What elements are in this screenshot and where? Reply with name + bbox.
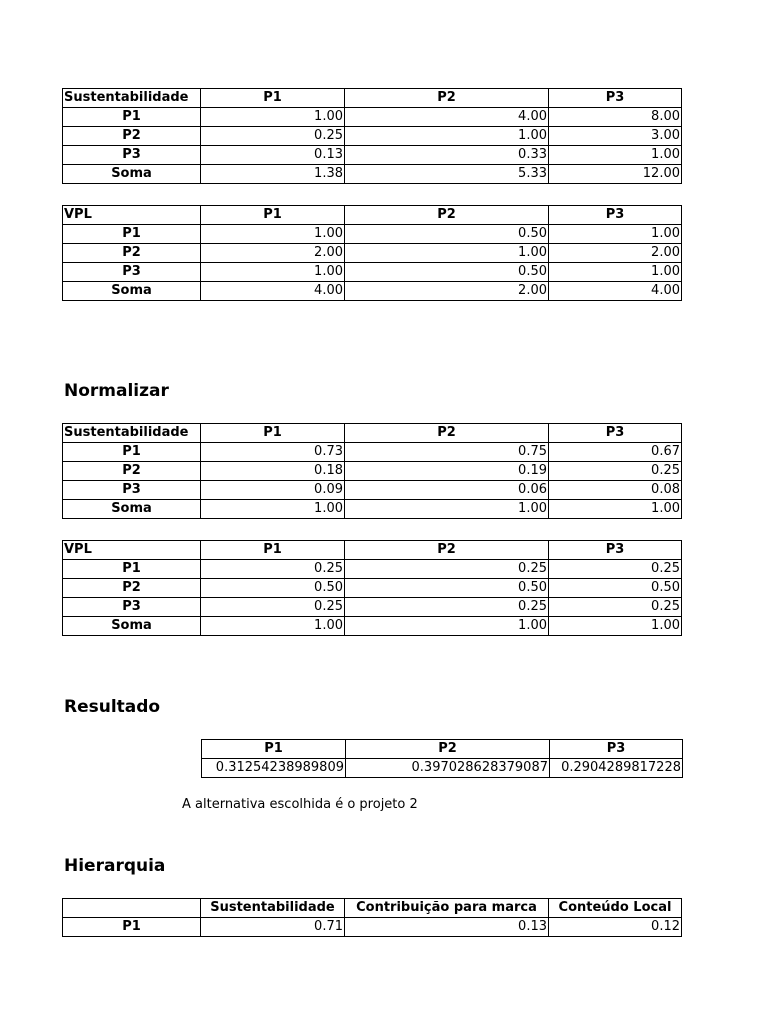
row-label: P2 — [63, 579, 201, 598]
table-cell: 8.00 — [549, 108, 682, 127]
row-label: Soma — [63, 500, 201, 519]
column-header: P3 — [549, 206, 682, 225]
column-header: Contribuição para marca — [345, 899, 549, 918]
table-row — [63, 127, 682, 146]
column-header: P2 — [345, 89, 549, 108]
table-cell: 0.25 — [549, 598, 682, 617]
table-cell: 1.00 — [345, 500, 549, 519]
row-label: P3 — [63, 598, 201, 617]
table-cell: 1.00 — [201, 617, 345, 636]
table-cell: 1.00 — [549, 225, 682, 244]
column-header: P3 — [549, 424, 682, 443]
table-cell: 1.00 — [345, 244, 549, 263]
table-cell: 0.50 — [345, 579, 549, 598]
table-row — [63, 244, 682, 263]
table-row — [63, 462, 682, 481]
table-corner-label: Sustentabilidade — [63, 89, 201, 108]
row-label: P3 — [63, 263, 201, 282]
table-row — [63, 146, 682, 165]
table-cell: 0.13 — [201, 146, 345, 165]
table-cell: 1.00 — [201, 263, 345, 282]
table-cell: 0.50 — [345, 263, 549, 282]
table-row — [202, 759, 683, 778]
table-row — [63, 225, 682, 244]
table-cell: 0.25 — [345, 560, 549, 579]
result-value-p2: 0.397028628379087 — [346, 759, 550, 778]
table-row — [63, 443, 682, 462]
table-row — [63, 165, 682, 184]
table-cell: 12.00 — [549, 165, 682, 184]
table-header-row — [63, 541, 682, 560]
normalized-sustentabilidade-table — [62, 423, 682, 519]
row-label: P3 — [63, 481, 201, 500]
row-label: P1 — [63, 225, 201, 244]
table-cell: 1.38 — [201, 165, 345, 184]
row-label: P1 — [63, 108, 201, 127]
table-cell: 4.00 — [549, 282, 682, 301]
table-row — [63, 560, 682, 579]
table-cell: 1.00 — [549, 617, 682, 636]
sustentabilidade-table — [62, 88, 682, 184]
table-cell: 3.00 — [549, 127, 682, 146]
table-cell: 4.00 — [345, 108, 549, 127]
table-cell: 0.25 — [549, 462, 682, 481]
normalized-vpl-table — [62, 540, 682, 636]
table-cell: 0.13 — [345, 918, 549, 937]
table-header-row — [202, 740, 683, 759]
table-corner-label: VPL — [63, 541, 201, 560]
table-cell: 0.19 — [345, 462, 549, 481]
table-header-row — [63, 89, 682, 108]
column-header: Sustentabilidade — [201, 899, 345, 918]
table-cell: 0.25 — [201, 127, 345, 146]
row-label: P3 — [63, 146, 201, 165]
table-header-row — [63, 206, 682, 225]
table-cell: 1.00 — [201, 225, 345, 244]
table-cell: 0.50 — [549, 579, 682, 598]
table-cell: 0.73 — [201, 443, 345, 462]
table-cell: 0.50 — [345, 225, 549, 244]
hierarquia-table — [62, 898, 682, 937]
row-label: P2 — [63, 244, 201, 263]
table-cell: 1.00 — [549, 146, 682, 165]
table-row — [63, 617, 682, 636]
table-row — [63, 108, 682, 127]
table-cell: 1.00 — [549, 263, 682, 282]
table-cell: 0.09 — [201, 481, 345, 500]
table-cell: 5.33 — [345, 165, 549, 184]
row-label: P2 — [63, 127, 201, 146]
table-corner-label: VPL — [63, 206, 201, 225]
table-cell: 0.08 — [549, 481, 682, 500]
table-cell: 0.33 — [345, 146, 549, 165]
table-cell: 0.18 — [201, 462, 345, 481]
column-header: P2 — [346, 740, 550, 759]
column-header: P2 — [345, 424, 549, 443]
table-cell: 0.25 — [201, 560, 345, 579]
table-row — [63, 282, 682, 301]
column-header: P1 — [202, 740, 346, 759]
row-label: P1 — [63, 918, 201, 937]
table-row — [63, 263, 682, 282]
row-label: Soma — [63, 617, 201, 636]
table-cell: 2.00 — [345, 282, 549, 301]
hierarquia-heading: Hierarquia — [64, 856, 166, 876]
table-row — [63, 598, 682, 617]
row-label: P1 — [63, 560, 201, 579]
table-row — [63, 481, 682, 500]
table-cell: 1.00 — [201, 108, 345, 127]
table-header-row — [63, 424, 682, 443]
table-cell: 0.25 — [201, 598, 345, 617]
row-label: P2 — [63, 462, 201, 481]
table-cell: 0.25 — [345, 598, 549, 617]
column-header: P2 — [345, 541, 549, 560]
table-cell: 4.00 — [201, 282, 345, 301]
table-corner-label: Sustentabilidade — [63, 424, 201, 443]
row-label: Soma — [63, 282, 201, 301]
table-corner-empty — [63, 899, 201, 918]
row-label: P1 — [63, 443, 201, 462]
column-header: P1 — [201, 424, 345, 443]
table-cell: 0.12 — [549, 918, 682, 937]
table-cell: 0.67 — [549, 443, 682, 462]
column-header: P2 — [345, 206, 549, 225]
column-header: P3 — [550, 740, 683, 759]
column-header: P1 — [201, 206, 345, 225]
column-header: Conteúdo Local — [549, 899, 682, 918]
column-header: P3 — [549, 89, 682, 108]
table-cell: 1.00 — [345, 127, 549, 146]
table-cell: 1.00 — [345, 617, 549, 636]
row-label: Soma — [63, 165, 201, 184]
vpl-table — [62, 205, 682, 301]
result-sentence: A alternativa escolhida é o projeto 2 — [182, 797, 418, 812]
table-row — [63, 579, 682, 598]
result-value-p1: 0.31254238989809 — [202, 759, 346, 778]
table-cell: 2.00 — [549, 244, 682, 263]
resultado-heading: Resultado — [64, 697, 161, 717]
table-cell: 1.00 — [549, 500, 682, 519]
table-row — [63, 500, 682, 519]
column-header: P3 — [549, 541, 682, 560]
table-row — [63, 918, 682, 937]
column-header: P1 — [201, 541, 345, 560]
table-cell: 1.00 — [201, 500, 345, 519]
table-cell: 0.50 — [201, 579, 345, 598]
table-cell: 0.71 — [201, 918, 345, 937]
result-value-p3: 0.2904289817228 — [550, 759, 683, 778]
table-cell: 0.06 — [345, 481, 549, 500]
table-header-row — [63, 899, 682, 918]
table-cell: 2.00 — [201, 244, 345, 263]
table-cell: 0.25 — [549, 560, 682, 579]
normalizar-heading: Normalizar — [64, 381, 169, 401]
table-cell: 0.75 — [345, 443, 549, 462]
column-header: P1 — [201, 89, 345, 108]
resultado-table — [201, 739, 683, 778]
